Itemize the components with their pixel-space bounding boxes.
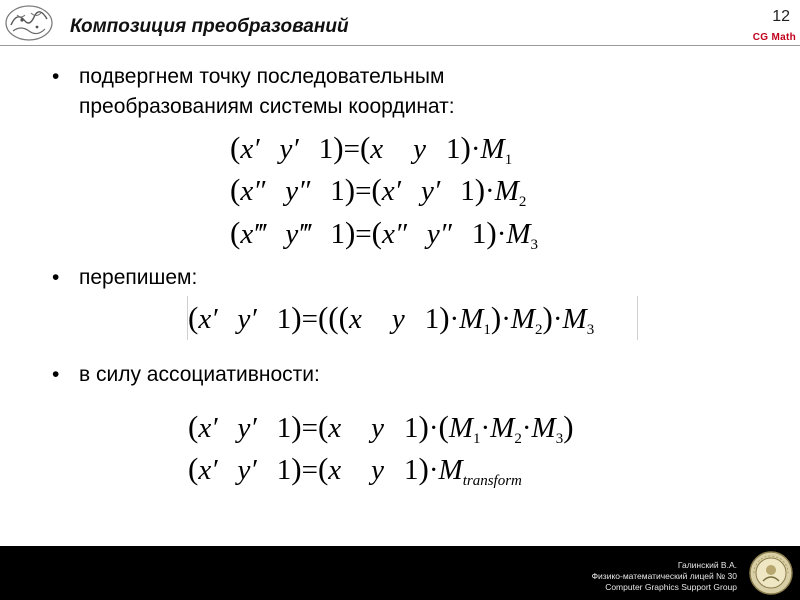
footer-bar (0, 546, 800, 600)
header-divider (0, 45, 800, 46)
bullet-dot: • (52, 65, 60, 88)
equation-4: (x′ y′ 1)=(((x y $1)\cdot M_1)\cdot M_2)\cdot M_3$ (188, 300, 595, 338)
equation-6: (x′ y′ 1)=(x y $1)\cdot M_{transform}$ (188, 451, 522, 489)
footer-credits (592, 560, 737, 593)
footer-author: Галинский В.А. (677, 560, 737, 570)
footer-school: Физико-математический лицей № 30 (591, 571, 737, 581)
bullet-1-line-1: подвергнем точку последовательным (79, 65, 445, 88)
bullet-3-line-1: в силу ассоциативности: (79, 363, 320, 386)
equation-5: (x′ y′ 1)=(x y $1)\cdot(M_1\cdot M_2\cdot M_3)$ (188, 409, 574, 447)
equation-1: (x′ y′ 1)=(x y $1)\cdot M_1$ (230, 130, 513, 168)
school-seal-icon (748, 550, 794, 596)
bullet-dot: • (52, 266, 60, 289)
page-number: 12 (772, 8, 790, 25)
equation-2: (x″ y″ 1)=(x′ y′ $1)\cdot M_2$ (230, 172, 527, 210)
bullet-dot: • (52, 363, 60, 386)
slide-title: Композиция преобразований (70, 16, 349, 37)
calligraphy-logo-icon (3, 3, 55, 43)
footer-group: Computer Graphics Support Group (605, 582, 737, 592)
bullet-2-line-1: перепишем: (79, 266, 198, 289)
equation-box-right (637, 296, 638, 340)
equation-3: (x‴ y‴ 1)=(x″ y″ $1)\cdot M_3$ (230, 215, 539, 253)
bullet-1-line-2: преобразованиям системы координат: (79, 95, 455, 118)
brand-label: CG Math (752, 32, 796, 43)
